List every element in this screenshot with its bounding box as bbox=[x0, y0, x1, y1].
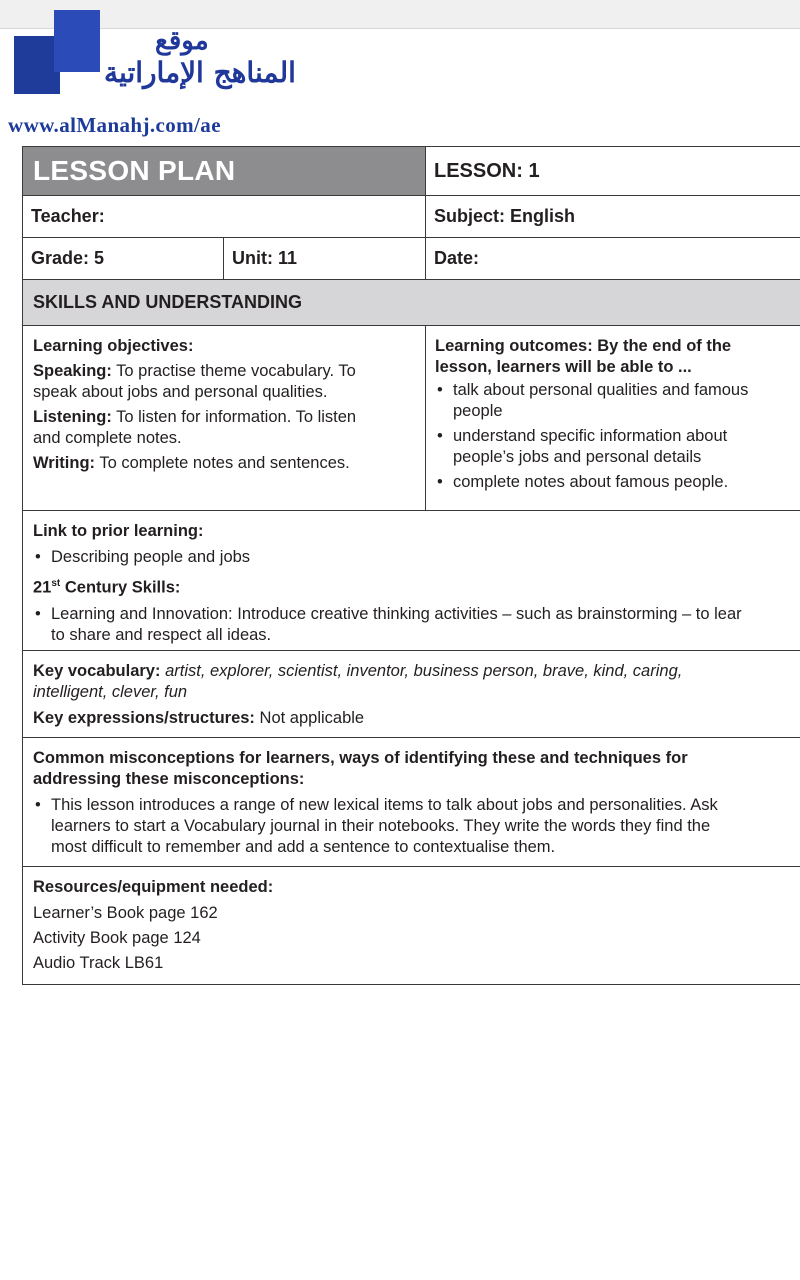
writing-label: Writing: bbox=[33, 454, 96, 472]
site-logo[interactable] bbox=[0, 0, 800, 140]
key-expressions-label: Key expressions/structures: bbox=[33, 709, 255, 727]
learning-objectives bbox=[23, 326, 425, 510]
teacher-subject-row bbox=[22, 196, 800, 238]
misconceptions-title-1: Common misconceptions for learners, ways of identifying these and techniques for bbox=[33, 749, 688, 767]
date-label: Date: bbox=[425, 238, 800, 279]
skills-heading: SKILLS AND UNDERSTANDING bbox=[23, 280, 800, 325]
resources-row bbox=[22, 867, 800, 985]
resource-item: Audio Track LB61 bbox=[33, 954, 164, 972]
prior-learning-row bbox=[22, 511, 800, 651]
outcome-item: • understand specific information about people’s jobs and personal details bbox=[435, 426, 800, 468]
writing-text: To complete notes and sentences. bbox=[99, 454, 350, 472]
listening-text-1: To listen for information. To listen bbox=[116, 408, 357, 426]
objectives-outcomes-row bbox=[22, 326, 800, 511]
lesson-number: LESSON: 1 bbox=[425, 147, 800, 195]
key-vocabulary-list-2: intelligent, clever, fun bbox=[33, 683, 188, 701]
speaking-text-1: To practise theme vocabulary. To bbox=[116, 362, 356, 380]
logo-text-line2: المناهج الإماراتية bbox=[104, 56, 296, 89]
listening-text-2: and complete notes. bbox=[33, 429, 182, 447]
logo-text-line1: موقع bbox=[155, 26, 209, 56]
outcome-item: • talk about personal qualities and famous people bbox=[435, 380, 800, 422]
prior-learning-title: Link to prior learning: bbox=[33, 522, 204, 540]
outcome-item: • complete notes about famous people. bbox=[435, 472, 800, 493]
resource-item: Learner’s Book page 162 bbox=[33, 904, 218, 922]
century-skills-item: • Learning and Innovation: Introduce creative thinking activities – such as brainstorming – to lear to share and respect all ideas. bbox=[33, 604, 800, 646]
lesson-plan-document bbox=[22, 146, 800, 985]
key-expressions-value: Not applicable bbox=[259, 709, 365, 727]
resources-title: Resources/equipment needed: bbox=[33, 878, 274, 896]
header-row bbox=[22, 146, 800, 196]
key-vocabulary-list-1: artist, explorer, scientist, inventor, business person, brave, kind, caring, bbox=[165, 662, 683, 680]
misconceptions-row bbox=[22, 738, 800, 867]
grade-unit-date-row bbox=[22, 238, 800, 280]
misconceptions-title-2: addressing these misconceptions: bbox=[33, 770, 305, 788]
objectives-title: Learning objectives: bbox=[33, 337, 194, 355]
grade-label: Grade: 5 bbox=[31, 248, 105, 268]
outcomes-title-1: Learning outcomes: By the end of the bbox=[435, 337, 732, 355]
speaking-label: Speaking: bbox=[33, 362, 112, 380]
misconceptions-item: • This lesson introduces a range of new lexical items to talk about jobs and personalities. Ask learners to start a Vocabulary journal in their notebooks. They write the words they find the most difficult to remember and add a sentence to contextualise them. bbox=[33, 795, 800, 858]
unit-label: Unit: 11 bbox=[223, 238, 425, 279]
outcomes-title-2: lesson, learners will be able to ... bbox=[435, 358, 692, 376]
speaking-text-2: speak about jobs and personal qualities. bbox=[33, 383, 328, 401]
skills-heading-row bbox=[22, 280, 800, 326]
subject-label: Subject: English bbox=[425, 196, 800, 237]
prior-learning-item: • Describing people and jobs bbox=[33, 547, 800, 568]
learning-outcomes bbox=[425, 326, 800, 510]
lesson-plan-title: LESSON PLAN bbox=[23, 147, 425, 195]
teacher-label: Teacher: bbox=[31, 206, 105, 226]
century-skills-title: 21st Century Skills: bbox=[33, 578, 181, 597]
site-url[interactable]: www.alManahj.com/ae bbox=[8, 113, 221, 137]
vocabulary-row bbox=[22, 651, 800, 738]
listening-label: Listening: bbox=[33, 408, 112, 426]
key-vocabulary-label: Key vocabulary: bbox=[33, 662, 161, 680]
logo-mark-icon bbox=[14, 10, 86, 94]
resource-item: Activity Book page 124 bbox=[33, 929, 201, 947]
